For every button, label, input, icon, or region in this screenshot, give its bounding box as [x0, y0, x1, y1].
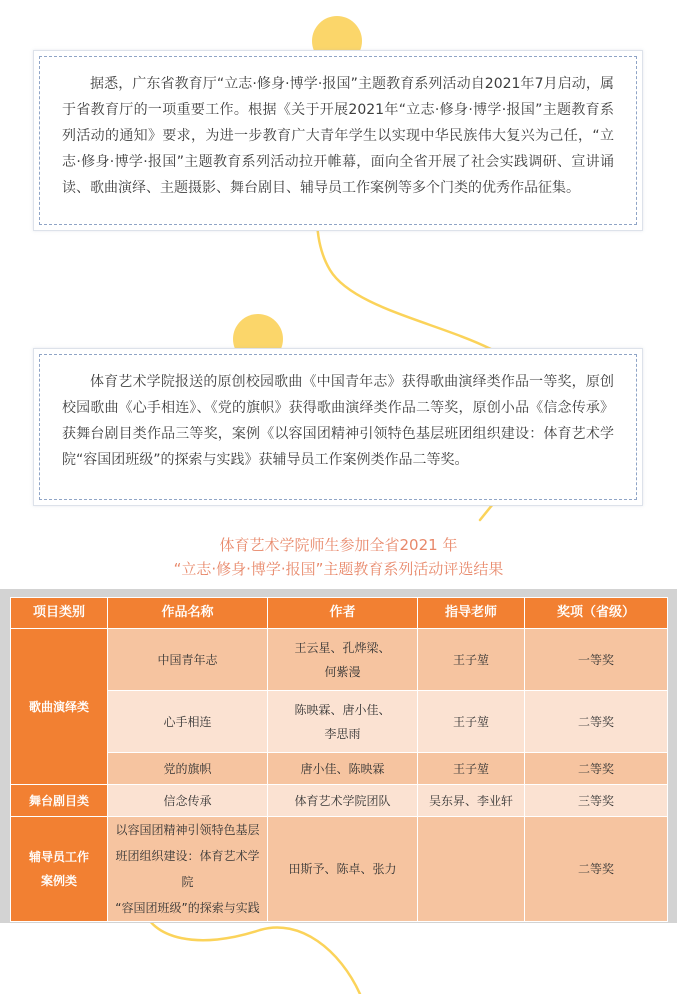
teacher-cell: 王子堃 [418, 753, 525, 785]
results-table-frame [0, 589, 677, 923]
table-row [11, 691, 668, 753]
author-line: 陈映霖、唐小佳、 [294, 702, 391, 717]
intro-paragraph: 据悉，广东省教育厅“立志·修身·博学·报国”主题教育系列活动自2021年7月启动，属于省教育厅的一项重要工作。根据《关于开展2021年“立志·修身·博学·报国”主题教育系列活动的通知》要求，为进一步教育广大青年学生以实现中华民族伟大复兴为己任，“立志·修身·博学·报国”主题教育系列活动拉开帷幕，面向全省开展了社会实践调研、宣讲诵读、歌曲演绎、主题摄影、舞台剧目、辅导员工作案例等多个门类的优秀作品征集。 [62, 76, 614, 196]
header-category: 项目类别 [11, 598, 108, 629]
table-row [11, 817, 668, 922]
author-cell: 田斯予、陈卓、张力 [268, 817, 418, 922]
work-cell: 党的旗帜 [108, 753, 268, 785]
work-line: 班团组织建设：体育艺术学院 [115, 849, 260, 889]
category-stage: 舞台剧目类 [11, 785, 108, 817]
header-author: 作者 [268, 598, 418, 629]
table-header-row [11, 598, 668, 629]
award-cell: 一等奖 [525, 629, 668, 691]
teacher-cell: 吴东昇、李业轩 [418, 785, 525, 817]
author-cell [268, 629, 418, 691]
award-cell: 三等奖 [525, 785, 668, 817]
teacher-cell: 王子堃 [418, 691, 525, 753]
award-cell: 二等奖 [525, 691, 668, 753]
results-table [10, 597, 668, 922]
result-paragraph: 体育艺术学院报送的原创校园歌曲《中国青年志》获得歌曲演绎类作品一等奖，原创校园歌曲《心手相连》、《党的旗帜》获得歌曲演绎类作品二等奖，原创小品《信念传承》获舞台剧目类作品三等奖，案例《以容国团精神引领特色基层班团组织建设：体育艺术学院“容国团班级”的探索与实践》获辅导员工作案例类作品二等奖。 [62, 374, 614, 468]
author-line: 何紫漫 [324, 664, 361, 679]
header-award: 奖项（省级） [525, 598, 668, 629]
author-cell: 体育艺术学院团队 [268, 785, 418, 817]
results-heading-line2: “立志·修身·博学·报国”主题教育系列活动评选结果 [173, 560, 504, 578]
table-row [11, 629, 668, 691]
intro-box [33, 50, 643, 231]
author-line: 李思雨 [324, 726, 361, 741]
header-work: 作品名称 [108, 598, 268, 629]
work-cell [108, 817, 268, 922]
author-line: 王云星、孔烨梁、 [294, 640, 391, 655]
table-row [11, 785, 668, 817]
result-box-inner [39, 354, 637, 500]
result-box [33, 348, 643, 506]
header-teacher: 指导老师 [418, 598, 525, 629]
work-cell: 心手相连 [108, 691, 268, 753]
award-cell: 二等奖 [525, 817, 668, 922]
work-cell: 信念传承 [108, 785, 268, 817]
work-cell: 中国青年志 [108, 629, 268, 691]
table-row [11, 753, 668, 785]
work-line: “容国团班级”的探索与实践 [115, 901, 260, 915]
category-line: 案例类 [40, 874, 77, 888]
results-heading-line1: 体育艺术学院师生参加全省2021 年 [219, 536, 458, 554]
author-cell [268, 691, 418, 753]
teacher-cell [418, 817, 525, 922]
intro-box-inner [39, 56, 637, 225]
category-counselor [11, 817, 108, 922]
award-cell: 二等奖 [525, 753, 668, 785]
category-song: 歌曲演绎类 [11, 629, 108, 785]
teacher-cell: 王子堃 [418, 629, 525, 691]
category-line: 辅导员工作 [28, 850, 89, 864]
author-cell: 唐小佳、陈映霖 [268, 753, 418, 785]
work-line: 以容国团精神引领特色基层 [115, 823, 260, 837]
